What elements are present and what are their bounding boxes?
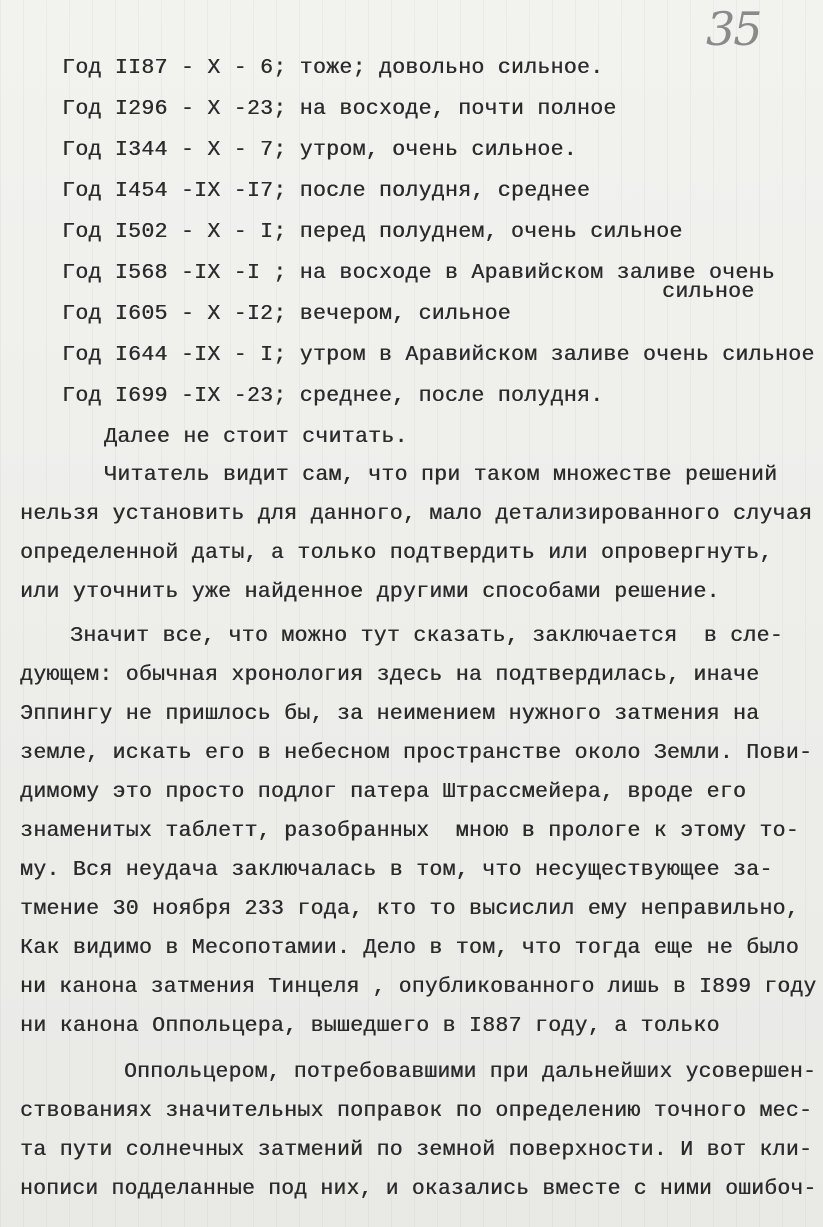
- year-entry: Год I344 - X - 7; утром, очень сильное.: [62, 138, 577, 162]
- year-entry: Год I454 -IX -I7; после полудня, среднее: [62, 179, 591, 203]
- text-line: Значит все, что можно тут сказать, заключается в сле-: [70, 624, 783, 648]
- year-entry: Год II87 - X - 6; тоже; довольно сильное.: [62, 56, 604, 80]
- text-line: Читатель видит сам, что при таком множестве решений: [104, 463, 778, 487]
- text-line: та пути солнечных затмений по земной поверхности. И вот кли-: [20, 1138, 813, 1162]
- text-line: дующем: обычная хронология здесь на подтвердилась, иначе: [20, 663, 760, 687]
- text-line: димому это просто подлог патера Штрассмейера, вроде его: [20, 780, 747, 804]
- text-line: или уточнить уже найденное другими способами решение.: [20, 580, 720, 604]
- text-line: тмение 30 ноября 233 года, кто то высислил ему неправильно,: [20, 897, 799, 921]
- year-entry: Год I644 -IX - I; утром в Аравийском заливе очень сильное: [62, 343, 815, 367]
- text-line: знаменитых таблетт, разобранных мною в прологе к этому то-: [20, 819, 799, 843]
- year-entry: Год I699 -IX -23; среднее, после полудня.: [62, 384, 604, 408]
- year-entry: Год I296 - X -23; на восходе, почти полное: [62, 97, 617, 121]
- text-line: Как видимо в Месопотамии. Дело в том, что тогда еще не было: [20, 936, 799, 960]
- text-line: ни канона Оппольцера, вышедшего в I887 году, а только: [20, 1014, 720, 1038]
- year-entry: Год I502 - X - I; перед полуднем, очень сильное: [62, 220, 683, 244]
- text-line: нельзя установить для данного, мало детализированного случая: [20, 502, 813, 526]
- text-line: ствованиях значительных поправок по определению точного мес-: [20, 1099, 813, 1123]
- text-line: му. Вся неудача заключалась в том, что несуществующее за-: [20, 858, 773, 882]
- text-line: определенной даты, а только подтвердить или опровергнуть,: [20, 541, 773, 565]
- text-line: Эппингу не пришлось бы, за неимением нужного затмения на: [20, 702, 760, 726]
- text-line: нописи подделанные под них, и оказались вместе с ними ошибоч-: [20, 1177, 817, 1201]
- text-line: ни канона затмения Тинцеля , опубликованного лишь в I899 году: [20, 975, 817, 999]
- year-entry-continuation: сильное: [662, 280, 755, 304]
- year-entry: Год I605 - X -I2; вечером, сильное: [62, 302, 511, 326]
- text-line: Далее не стоит считать.: [104, 425, 408, 449]
- text-line: Оппольцером, потребовавшими при дальнейших усовершен-: [124, 1060, 817, 1084]
- year-entry: Год I568 -IX -I ; на восходе в Аравийском заливе очень: [62, 261, 775, 285]
- text-line: земле, искать его в небесном пространстве около Земли. Пови-: [20, 741, 813, 765]
- page-number: 35: [706, 2, 761, 56]
